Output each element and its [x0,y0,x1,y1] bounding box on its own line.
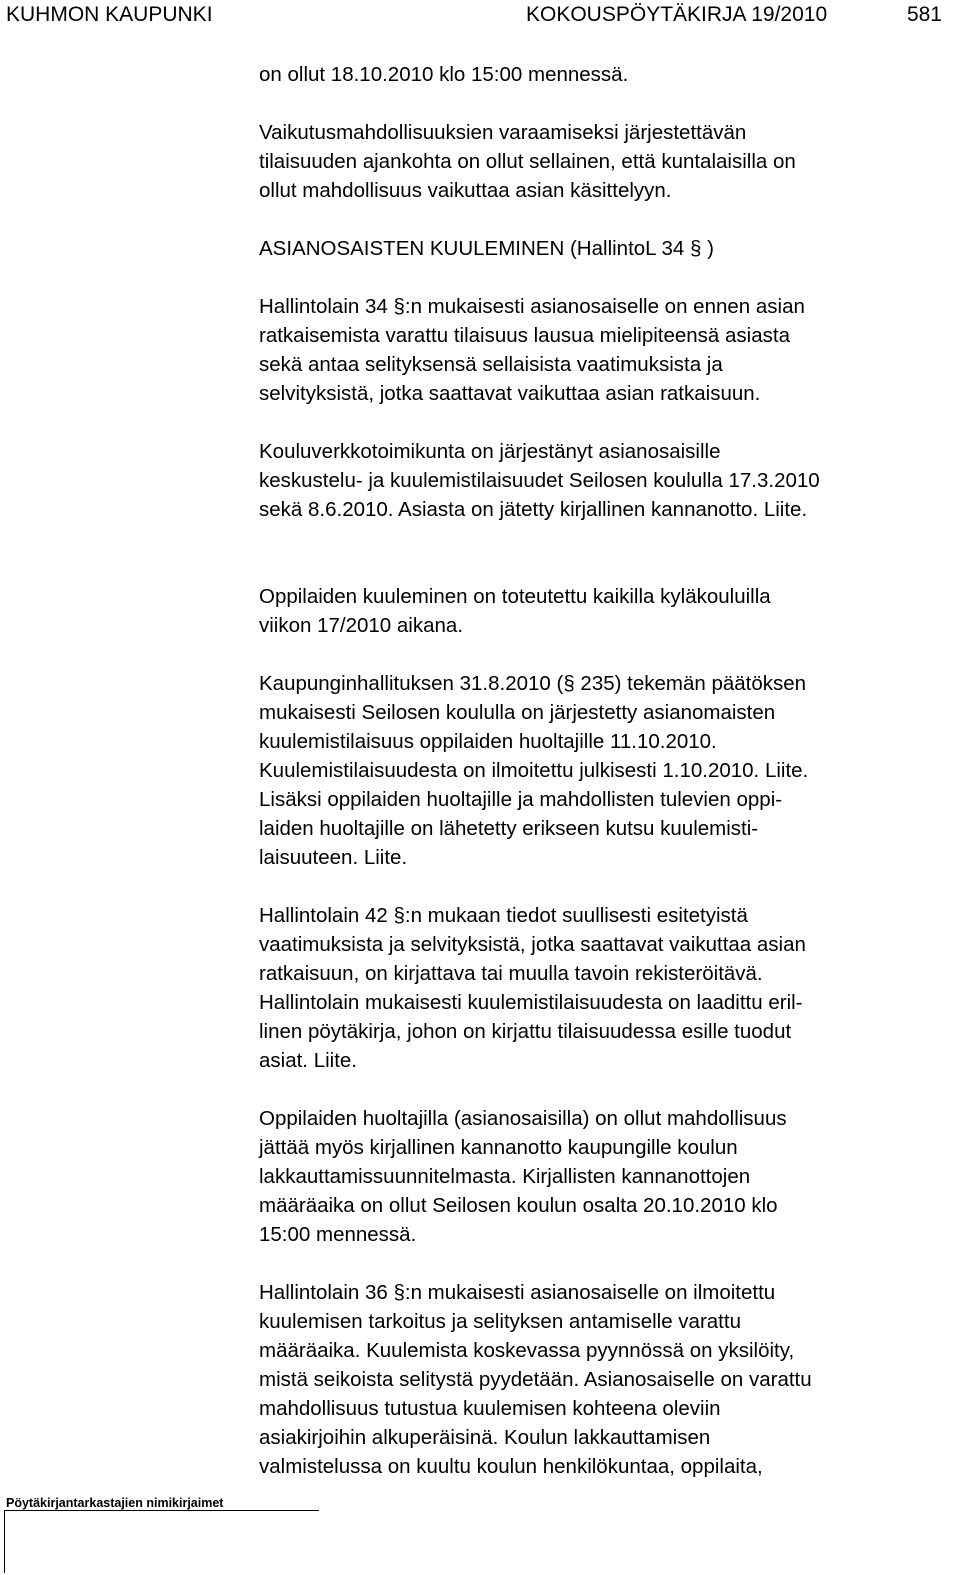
page-number: 581 [906,3,942,26]
signature-box [4,1510,319,1573]
paragraph-kouluverkkotoimikunta: Kouluverkkotoimikunta on järjestänyt asianosaisille keskustelu- ja kuulemistilaisuudet Seilosen koululla 17.3.2010 sekä 8.6.2010. Asiasta on jätetty kirjallinen kannanotto. Liite. [259,440,820,521]
document-title: KOKOUSPÖYTÄKIRJA 19/2010 [526,3,828,26]
paragraph-deadline: on ollut 18.10.2010 klo 15:00 mennessä. [259,63,629,86]
organization-name: KUHMON KAUPUNKI [6,3,213,26]
paragraph-huoltajat: Oppilaiden huoltajilla (asianosaisilla) on ollut mahdollisuus jättää myös kirjallinen kannanotto kaupungille koulun lakkauttamissuunnitelmasta. Kirjallisten kannanottojen määräaika on ollut Seilosen koulun osalta 20.10.2010 klo 15:00 mennessä. [259,1107,787,1246]
signature-label: Pöytäkirjantarkastajien nimikirjaimet [6,1496,224,1510]
paragraph-hallintolaki-34: Hallintolain 34 §:n mukaisesti asianosaiselle on ennen asian ratkaisemista varattu tilaisuus lausua mielipiteensä asiasta sekä antaa selityksensä sellaisista vaatimuksista ja selvityksistä, jotka saattavat vaikuttaa asian ratkaisuun. [259,295,805,405]
document-body [259,60,959,1481]
paragraph-influence: Vaikutusmahdollisuuksien varaamiseksi järjestettävän tilaisuuden ajankohta on ollut sellainen, että kuntalaisilla on ollut mahdollisuus vaikuttaa asian käsittelyyn. [259,121,796,202]
paragraph-oppilaiden-kuuleminen: Oppilaiden kuuleminen on toteutettu kaikilla kyläkouluilla viikon 17/2010 aikana. [259,585,771,637]
paragraph-hallintolaki-42: Hallintolain 42 §:n mukaan tiedot suullisesti esitetyistä vaatimuksista ja selvityksistä, jotka saattavat vaikuttaa asian ratkaisuun, on kirjattava tai muulla tavoin rekisteröitävä. Hallintolain mukaisesti kuulemistilaisuudesta on laadittu eril- linen pöytäkirja, johon on kirjattu tilaisuudessa esille tuodut asiat. Liite. [259,904,806,1072]
paragraph-hallintolaki-36: Hallintolain 36 §:n mukaisesti asianosaiselle on ilmoitettu kuulemisen tarkoitus ja selityksen antamiselle varattu määräaika. Kuulemista koskevassa pyynnössä on yksilöity, mistä seikoista selitystä pyydetään. Asianosaiselle on varattu mahdollisuus tutustua kuulemisen kohteena oleviin asiakirjoihin alkuperäisinä. Koulun lakkauttamisen valmistelussa on kuultu koulun henkilökuntaa, oppilaita, [259,1281,812,1478]
section-heading: ASIANOSAISTEN KUULEMINEN (HallintoL 34 § ) [259,237,714,260]
paragraph-kaupunginhallitus: Kaupunginhallituksen 31.8.2010 (§ 235) tekemän päätöksen mukaisesti Seilosen koululla on järjestetty asianomaisten kuulemistilaisuus oppilaiden huoltajille 11.10.2010. Kuulemistilaisuudesta on ilmoitettu julkisesti 1.10.2010. Liite. Lisäksi oppilaiden huoltajille ja mahdollisten tulevien oppi- laiden huoltajille on lähetetty erikseen kutsu kuulemisti- laisuuteen. Liite. [259,672,809,869]
page-header [6,0,942,32]
